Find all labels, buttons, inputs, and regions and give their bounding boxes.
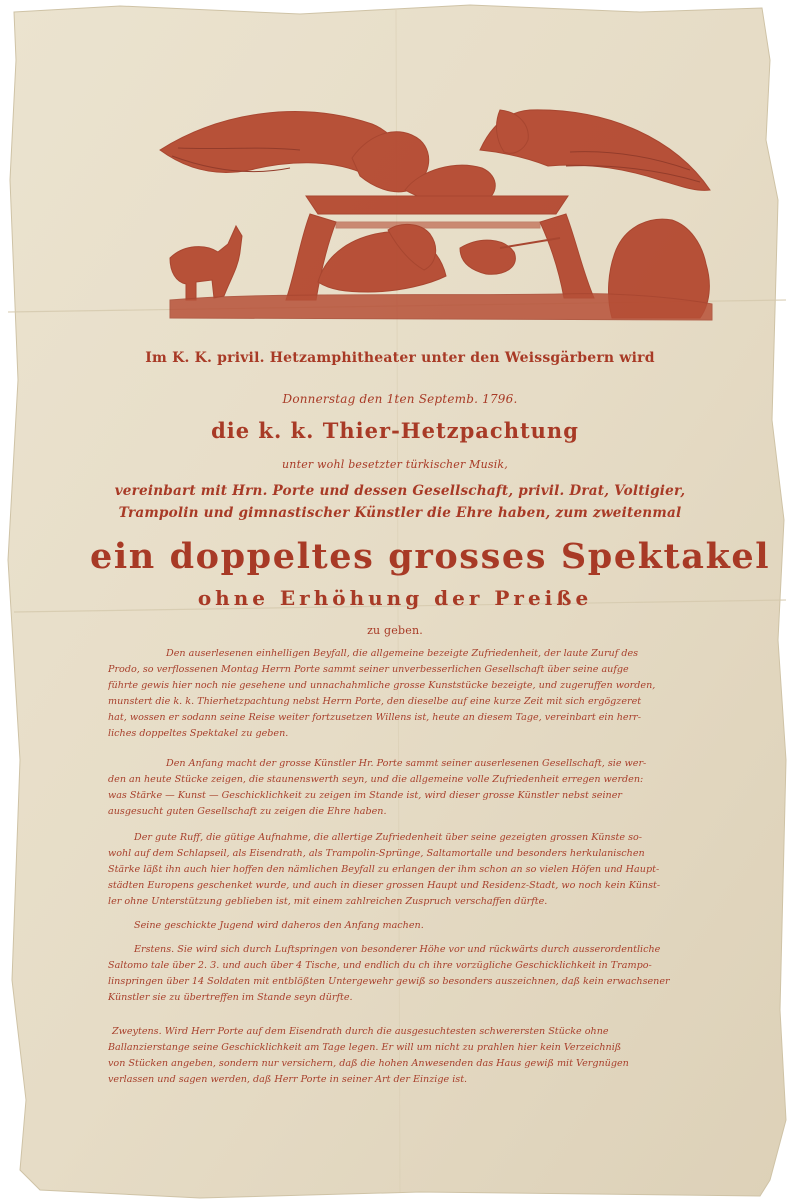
paragraph-6-line: von Stücken angeben, sondern nur versichern, daß die hohen Anwesenden das Haus gewiß mit Vergnügen: [108, 1058, 629, 1069]
paragraph-3-line: Stärke läßt ihn auch hier hoffen den nämlichen Beyfall zu erlangen der ihm schon an so vielen Höfen und Haupt-: [108, 864, 660, 875]
paragraph-2-line: was Stärke — Kunst — Geschicklichkeit zu zeigen im Stande ist, wird dieser grosse Künstler nebst seiner: [108, 790, 622, 801]
paragraph-1-line: munstert die k. k. Thierhetzpachtung nebst Herrn Porte, den dieselbe auf eine kurze Zeit mit sich ergögzeret: [108, 696, 642, 707]
paragraph-6-line: Zweytens. Wird Herr Porte auf dem Eisendrath durch die ausgesuchtesten schwerersten Stücke ohne: [112, 1026, 609, 1037]
paragraph-6: [108, 1024, 716, 1092]
paragraph-1-line: hat, wossen er sodann seine Reise weiter fortzusetzen Willens ist, heute an diesem Tage, vereinbart ein herr-: [108, 712, 641, 723]
paragraph-2: [108, 756, 716, 824]
header-company: die k. k. Thier-Hetzpachtung: [211, 418, 579, 443]
header-to-give: zu geben.: [367, 624, 423, 637]
paragraph-1-line: Prodo, so verflossenen Montag Herrn Porte sammt seiner unverbesserlichen Gesellschaft über seine aufge: [108, 664, 629, 675]
paragraph-2-line: den an heute Stücke zeigen, die staunenswerth seyn, und die allgemeine volle Zufriedenheit erregen werden:: [108, 774, 644, 785]
paragraph-6-line: verlassen und sagen werden, daß Herr Porte in seiner Art der Einzige ist.: [108, 1074, 468, 1085]
paragraph-1-line: führte gewis hier noch nie gesehene und unnachahmliche grosse Kunststücke bezeigte, und zugeruffen worden,: [108, 680, 656, 691]
paragraph-1-line: liches doppeltes Spektakel zu geben.: [108, 728, 289, 739]
paragraph-4: [108, 918, 716, 936]
main-headline: ein doppeltes grosses Spektakel: [90, 536, 771, 577]
paragraph-5-line: linspringen über 14 Soldaten mit entblößten Untergewehr gewiß so besonders auszeichnen, daß kein erwachsener: [108, 976, 670, 987]
header-music: unter wohl besetzter türkischer Musik,: [282, 458, 508, 471]
paragraph-5: [108, 942, 716, 1010]
paragraph-5-line: Saltomo tale über 2. 3. und auch über 4 Tische, und endlich du ch ihre vorzügliche Geschicklichkeit in Trampo-: [108, 960, 652, 971]
paragraph-2-line: Den Anfang macht der grosse Künstler Hr. Porte sammt seiner auserlesenen Gesellschaft, sie wer-: [166, 758, 647, 769]
sub-headline: ohne Erhöhung der Preiße: [197, 586, 593, 610]
paragraph-5-line: Erstens. Sie wird sich durch Luftspringen von besonderer Höhe vor und rückwärts durch ausserordentliche: [134, 944, 661, 955]
paragraph-3-line: städten Europens geschenket wurde, und auch in dieser grossen Haupt und Residenz-Stadt, wo noch kein Künst-: [108, 880, 661, 891]
header-line-1: Im K. K. privil. Hetzamphitheater unter den Weissgärbern wird: [145, 350, 655, 366]
header-line-5: vereinbart mit Hrn. Porte und dessen Gesellschaft, privil. Drat, Voltigier,: [114, 483, 686, 499]
paragraph-3-line: Der gute Ruff, die gütige Aufnahme, die allertige Zufriedenheit über seine gezeigten grossen Künste so-: [134, 832, 643, 843]
paragraph-2-line: ausgesucht guten Gesellschaft zu zeigen die Ehre haben.: [108, 806, 387, 817]
paragraph-5-line: Künstler sie zu übertreffen im Stande seyn dürfte.: [108, 992, 353, 1003]
header-line-6: Trampolin und gimnastischer Künstler die Ehre haben, zum zweitenmal: [118, 505, 682, 521]
paragraph-3: [108, 830, 716, 914]
paragraph-3-line: ler ohne Unterstützung geblieben ist, mit einem zahlreichen Zuspruch verschaffen dürfte.: [108, 896, 548, 907]
paragraph-4-line: Seine geschickte Jugend wird daheros den Anfang machen.: [134, 920, 424, 931]
paragraph-3-line: wohl auf dem Schlapseil, als Eisendrath, als Trampolin-Sprünge, Saltamortalle und besonders herkulanischen: [108, 848, 645, 859]
paragraph-6-line: Ballanzierstange seine Geschicklichkeit am Tage legen. Er will um nicht zu prahlen hier kein Verzeichniß: [108, 1042, 622, 1053]
paragraph-1-line: Den auserlesenen einhelligen Beyfall, die allgemeine bezeigte Zufriedenheit, der laute Zuruf des: [166, 648, 639, 659]
header-date: Donnerstag den 1ten Septemb. 1796.: [282, 392, 518, 406]
paragraph-1: [108, 646, 716, 746]
